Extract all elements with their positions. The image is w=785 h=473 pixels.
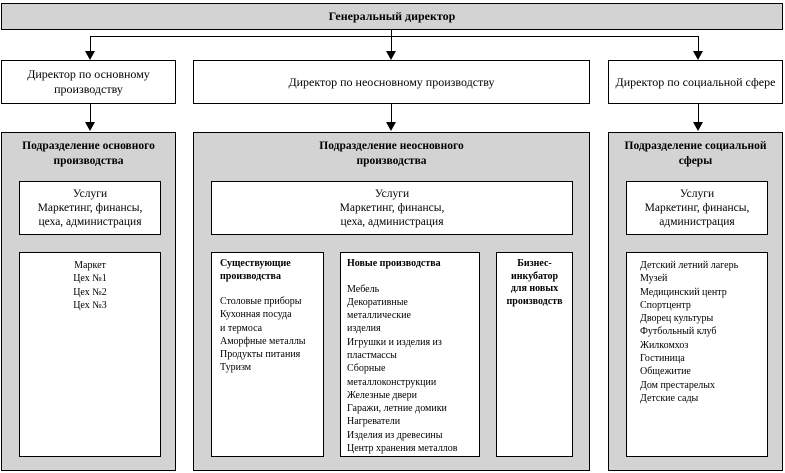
list-item: Аморфные металлы — [220, 335, 306, 347]
social-services-box — [626, 181, 768, 235]
director-main-label: Директор по основному производству — [27, 67, 150, 96]
connector-main-division — [90, 104, 91, 122]
division-social-title-text: Подразделение социальной сферы — [624, 140, 767, 167]
social-services-line-1: Услуги — [679, 188, 715, 200]
list-item: Декоративные — [347, 296, 408, 308]
social-units-box — [626, 252, 768, 457]
main-services-line-2: Маркетинг, финансы, — [37, 202, 143, 214]
list-item: изделия — [347, 323, 381, 335]
main-units-box — [19, 252, 161, 457]
list-item: Центр хранения металлов — [347, 443, 458, 455]
list-item: Сборные — [347, 363, 386, 375]
list-item: Столовые приборы — [220, 296, 302, 307]
list-item: Дворец культуры — [640, 313, 714, 325]
director-social-box — [608, 60, 783, 104]
incubator-title-3: для новых — [510, 283, 559, 294]
social-services-line-2: Маркетинг, финансы, — [644, 202, 750, 214]
list-item: Мебель — [347, 283, 380, 295]
nonmain-services-box — [211, 181, 573, 235]
existing-productions-box — [211, 252, 324, 457]
list-item: Музей — [640, 273, 668, 285]
division-nonmain-title-text: Подразделение неосновного производства — [319, 140, 464, 167]
list-item: Гаражи, летние домики — [347, 403, 447, 415]
director-nonmain-box — [193, 60, 590, 104]
list-item: Спортцентр — [640, 299, 691, 311]
list-item: Футбольный клуб — [640, 326, 717, 338]
division-social-title — [609, 139, 782, 169]
list-item: Общежитие — [640, 366, 691, 378]
nonmain-services-line-3: цеха, администрация — [340, 216, 444, 228]
list-item: Детские сады — [640, 392, 699, 404]
ceo-label: Генеральный директор — [328, 9, 456, 23]
list-item: Маркет — [74, 260, 106, 271]
division-main-title-text: Подразделение основного производства — [22, 140, 155, 167]
incubator-title-4: производств — [506, 295, 563, 307]
list-item: Детский летний лагерь — [640, 260, 739, 271]
new-productions-box — [340, 252, 480, 457]
main-services-line-3: цеха, администрация — [38, 216, 142, 228]
connector-horizontal — [90, 36, 698, 37]
list-item: и термоса — [220, 322, 263, 334]
ceo-box — [1, 3, 783, 30]
list-item: Продукты питания — [220, 349, 301, 361]
list-item: Игрушки и изделия из — [347, 336, 442, 348]
nonmain-services-line-1: Услуги — [374, 188, 410, 200]
arrow-main-director — [85, 51, 95, 60]
social-services-line-3: администрация — [659, 216, 735, 228]
list-item: Цех №2 — [73, 286, 107, 298]
connector-social-division — [698, 104, 699, 122]
existing-title-2: производства — [220, 270, 281, 282]
list-item: Изделия из древесины — [347, 429, 443, 441]
list-item: металлические — [347, 310, 411, 322]
arrow-nonmain-division — [386, 122, 396, 131]
list-item: Цех №3 — [73, 299, 107, 311]
director-social-label: Директор по социальной сфере — [615, 74, 776, 89]
division-main-title — [2, 139, 175, 169]
list-item: металлоконструкции — [347, 376, 437, 388]
list-item: Туризм — [220, 362, 252, 374]
list-item: пластмассы — [347, 349, 397, 361]
division-social — [608, 132, 783, 471]
director-nonmain-label: Директор по неосновному производству — [288, 74, 495, 89]
division-nonmain-title — [194, 139, 589, 169]
arrow-nonmain-director — [386, 51, 396, 60]
existing-title-1: Существующие — [220, 258, 291, 269]
division-main — [1, 132, 176, 471]
list-item: Кухонная посуда — [220, 309, 292, 321]
incubator-title-1: Бизнес- — [517, 258, 552, 269]
list-item: Гостиница — [640, 353, 685, 365]
connector-nonmain-division — [391, 104, 392, 122]
list-item: Жилкомхоз — [640, 339, 689, 351]
director-main-box — [1, 60, 176, 104]
list-item: Нагреватели — [347, 416, 401, 428]
new-title: Новые производства — [347, 258, 441, 269]
arrow-social-director — [693, 51, 703, 60]
list-item: Железные двери — [347, 389, 417, 401]
main-services-line-1: Услуги — [72, 188, 108, 200]
nonmain-services-line-2: Маркетинг, финансы, — [339, 202, 445, 214]
list-item: Медицинский центр — [640, 286, 727, 298]
incubator-title-2: инкубатор — [510, 270, 559, 282]
list-item: Цех №1 — [73, 273, 107, 285]
arrow-main-division — [85, 122, 95, 131]
division-nonmain — [193, 132, 590, 471]
main-services-box — [19, 181, 161, 235]
incubator-box — [496, 252, 573, 457]
list-item: Дом престарелых — [640, 379, 716, 391]
arrow-social-division — [693, 122, 703, 131]
